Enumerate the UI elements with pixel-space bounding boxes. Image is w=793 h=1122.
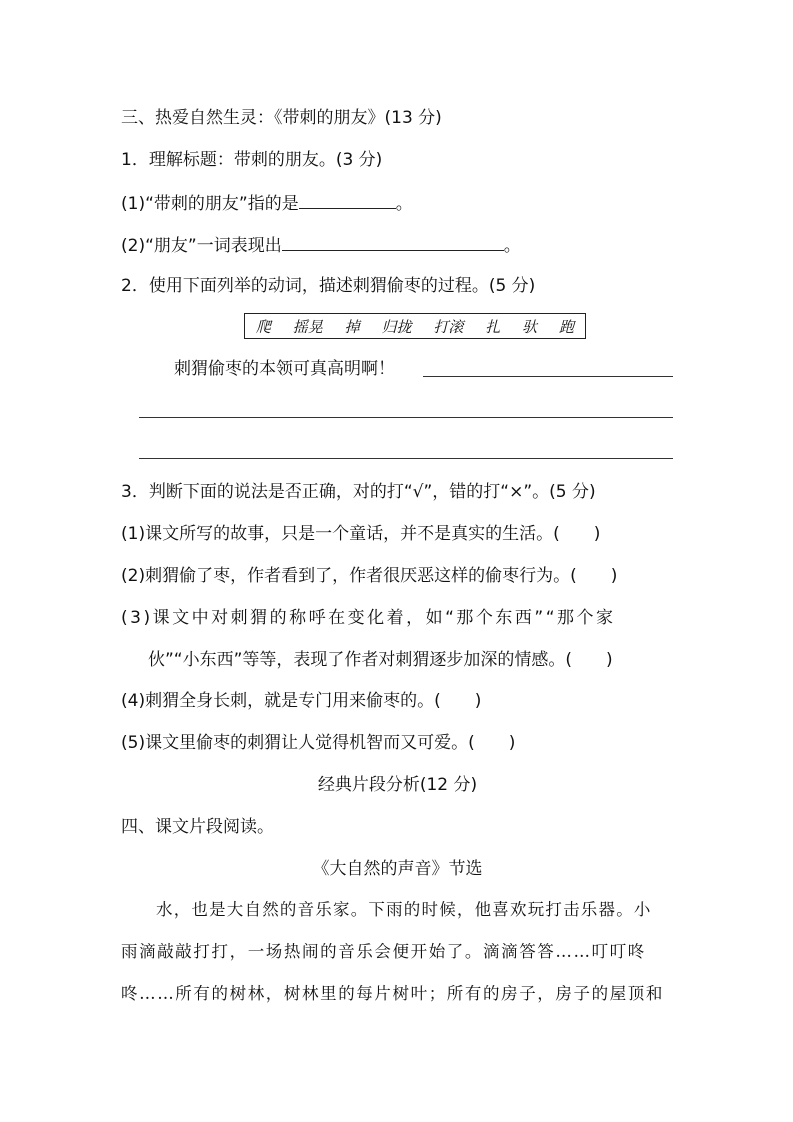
q3-item: (5)课文里偷枣的刺猬让人觉得机智而又可爱。( ) (121, 733, 516, 753)
passage-line: 咚……所有的树林，树林里的每片树叶；所有的房子，房子的屋顶和 (121, 984, 664, 1003)
verb-word: 归拢 (381, 317, 412, 336)
q1-sub2-prefix: (2)“朋友”一词表现出 (121, 236, 282, 256)
q2-answer-prompt: 刺猬偷枣的本领可真高明啊！ (174, 359, 395, 379)
verb-word: 爬 (255, 317, 271, 336)
passage-line: 雨滴敲敲打打，一场热闹的音乐会便开始了。滴滴答答……叮叮咚 (121, 942, 646, 961)
verb-word: 扎 (485, 317, 501, 336)
q1-sub2-answer-blank[interactable] (282, 233, 504, 251)
q3-item: (3)课文中对刺猬的称呼在变化着，如“那个东西”“那个家 (121, 608, 616, 628)
q3-stem: 3．判断下面的说法是否正确，对的打“√”，错的打“×”。(5 分) (121, 482, 596, 502)
q1-sub1-prefix: (1)“带刺的朋友”指的是 (121, 194, 299, 214)
q2-answer-line-2[interactable] (139, 417, 673, 418)
q1-sub1 (121, 191, 413, 215)
q3-item: (1)课文所写的故事，只是一个童话，并不是真实的生活。( ) (121, 524, 601, 544)
q1-stem: 1．理解标题：带刺的朋友。(3 分) (121, 150, 383, 170)
verb-word: 摇晃 (292, 317, 323, 336)
section4-title: 四、课文片段阅读。 (121, 817, 274, 837)
q1-sub1-suffix: 。 (395, 194, 413, 214)
q2-answer-line-1[interactable] (423, 376, 673, 377)
q2-stem: 2．使用下面列举的动词，描述刺猬偷枣的过程。(5 分) (121, 276, 536, 296)
section3-title: 三、热爱自然生灵：《带刺的朋友》(13 分) (121, 108, 442, 128)
q1-sub2-suffix: 。 (503, 236, 521, 256)
q1-sub2 (121, 233, 521, 257)
verb-word: 跑 (559, 317, 575, 336)
verb-word: 掉 (344, 317, 360, 336)
q3-item-continuation: 伙”“小东西”等等，表现了作者对刺猬逐步加深的情感。( ) (148, 650, 613, 670)
q3-item: (2)刺猬偷了枣，作者看到了，作者很厌恶这样的偷枣行为。( ) (121, 566, 618, 586)
verb-word: 打滚 (433, 317, 464, 336)
passage-title: 《大自然的声音》节选 (312, 859, 483, 879)
verb-word: 驮 (522, 317, 538, 336)
analysis-heading: 经典片段分析(12 分) (317, 775, 478, 795)
q2-answer-line-3[interactable] (139, 458, 673, 459)
q3-item: (4)刺猬全身长刺，就是专门用来偷枣的。( ) (121, 691, 482, 711)
q1-sub1-answer-blank[interactable] (299, 191, 396, 209)
passage-line: 水，也是大自然的音乐家。下雨的时候，他喜欢玩打击乐器。小 (156, 900, 652, 919)
verb-word-box (244, 313, 586, 339)
